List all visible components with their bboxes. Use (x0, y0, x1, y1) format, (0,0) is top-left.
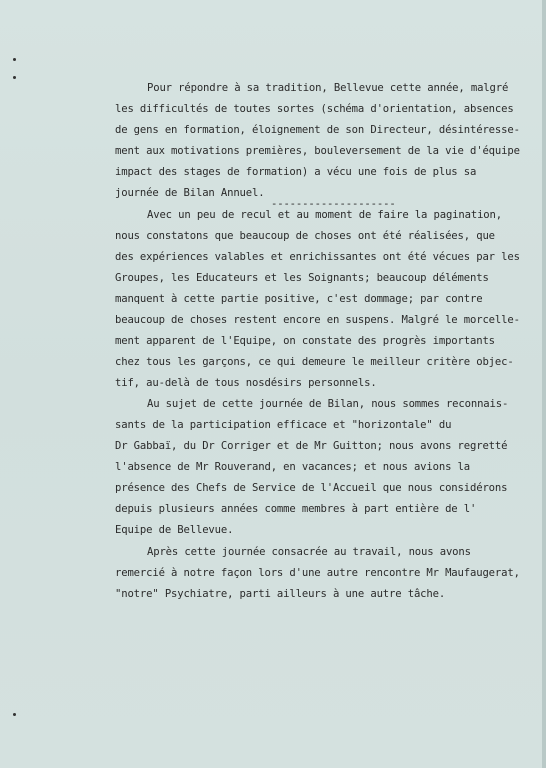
text-line: chez tous les garçons, ce qui demeure le meilleur critère objec- (115, 356, 514, 368)
text-line: Pour répondre à sa tradition, Bellevue cette année, malgré (147, 82, 509, 94)
text-line: journée de Bilan Annuel. (115, 187, 265, 199)
text-line: beaucoup de choses restent encore en suspens. Malgré le morcelle- (115, 314, 520, 326)
text-line: présence des Chefs de Service de l'Accueil que nous considérons (115, 482, 508, 494)
text-line: "notre" Psychiatre, parti ailleurs à une autre tâche. (115, 588, 446, 600)
text-line: les difficultés de toutes sortes (schéma d'orientation, absences (115, 103, 514, 115)
text-line: l'absence de Mr Rouverand, en vacances; et nous avions la (115, 461, 470, 473)
text-line: impact des stages de formation) a vécu une fois de plus sa (115, 166, 477, 178)
text-line: Groupes, les Educateurs et les Soignants; beaucoup déléments (115, 272, 489, 284)
text-line: ment aux motivations premières, bouleversement de la vie d'équipe (115, 145, 520, 157)
text-line: Au sujet de cette journée de Bilan, nous sommes reconnais- (147, 398, 509, 410)
text-line: remercié à notre façon lors d'une autre rencontre Mr Maufaugerat, (115, 567, 520, 579)
text-line: Avec un peu de recul et au moment de faire la pagination, (147, 209, 502, 221)
text-line: tif, au-delà de tous nosdésirs personnels. (115, 377, 377, 389)
text-line: nous constatons que beaucoup de choses ont été réalisées, que (115, 230, 495, 242)
separator-line: -------------------- (271, 198, 396, 210)
text-line: Après cette journée consacrée au travail, nous avons (147, 546, 471, 558)
text-line: depuis plusieurs années comme membres à part entière de l' (115, 503, 477, 515)
text-line: de gens en formation, éloignement de son Directeur, désintéresse- (115, 124, 520, 136)
text-line: Equipe de Bellevue. (115, 524, 234, 536)
text-line: sants de la participation efficace et "horizontale" du (115, 419, 452, 431)
text-line: Dr Gabbaï, du Dr Corriger et de Mr Guitton; nous avons regretté (115, 440, 508, 452)
text-line: ment apparent de l'Equipe, on constate des progrès importants (115, 335, 495, 347)
text-line: manquent à cette partie positive, c'est dommage; par contre (115, 293, 483, 305)
text-line: des expériences valables et enrichissantes ont été vécues par les (115, 251, 520, 263)
